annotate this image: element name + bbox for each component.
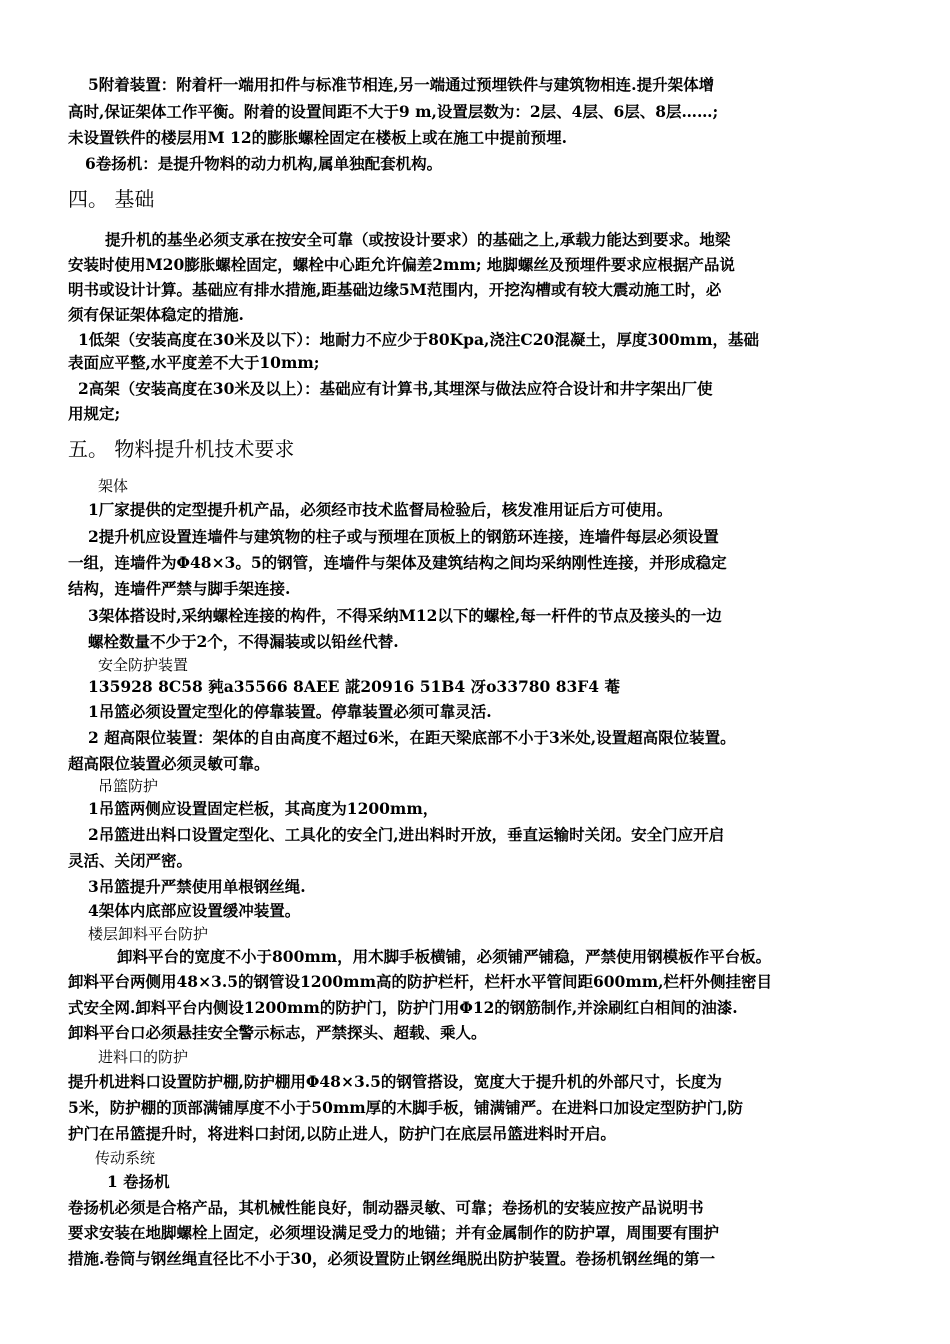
subheading-unloading-platform: 楼层卸料平台防护: [88, 925, 209, 943]
subheading-cage-protection: 吊篮防护: [98, 777, 159, 795]
text-line: 6卷扬机：是提升物料的动力机构,属单独配套机构。: [85, 154, 443, 173]
text-line: 措施.卷筒与钢丝绳直径比不小于30，必须设置防止钢丝绳脱出防护装置。卷扬机钢丝绳的第一: [68, 1249, 715, 1268]
text-line: 2吊篮进出料口设置定型化、工具化的安全门,进出料时开放，垂直运输时关闭。安全门应开启: [88, 825, 725, 844]
text-line: 1 卷扬机: [107, 1172, 170, 1191]
section-heading-requirements: 五。 物料提升机技术要求: [68, 437, 295, 461]
subheading-frame: 架体: [98, 477, 129, 495]
subheading-transmission: 传动系统: [95, 1149, 156, 1167]
text-line: 135928 8C58 豘a35566 8AEE 誮20916 51B4 冴o33780 83F4 菴: [88, 677, 620, 696]
text-line: 1低架（安装高度在30米及以下）：地耐力不应少于80Kpa,浇注C20混凝土，厚度300mm，基础: [78, 330, 759, 349]
text-line: 式安全网.卸料平台内侧设1200mm的防护门，防护门用Φ12的钢筋制作,并涂刷红白相间的油漆.: [68, 998, 738, 1017]
text-line: 卸料平台两侧用48×3.5的钢管设1200mm高的防护栏杆，栏杆水平管间距600mm,栏杆外侧挂密目: [68, 972, 773, 991]
text-line: 2提升机应设置连墙件与建筑物的柱子或与预埋在顶板上的钢筋环连接，连墙件每层必须设置: [88, 527, 719, 546]
text-line: 2高架（安装高度在30米及以上）：基础应有计算书,其埋深与做法应符合设计和井字架出厂使: [78, 379, 713, 398]
text-line: 螺栓数量不少于2个，不得漏装或以铅丝代替.: [88, 632, 399, 651]
text-line: 1吊篮必须设置定型化的停靠装置。停靠装置必须可靠灵活.: [88, 702, 492, 721]
text-line: 高时,保证架体工作平衡。附着的设置间距不大于9 m,设置层数为：2层、4层、6层、8层……;: [68, 102, 719, 121]
text-line: 安装时使用M20膨胀螺栓固定，螺栓中心距允许偏差2mm; 地脚螺丝及预埋件要求应根据产品说: [68, 255, 735, 274]
subheading-safety-devices: 安全防护装置: [98, 656, 189, 674]
text-line: 灵活、关闭严密。: [68, 851, 193, 870]
text-line: 4架体内底部应设置缓冲装置。: [88, 901, 301, 920]
text-line: 5附着装置：附着杆一端用扣件与标准节相连,另一端通过预埋铁件与建筑物相连.提升架体增: [88, 75, 715, 94]
text-line: 2 超高限位装置：架体的自由高度不超过6米，在距天梁底部不小于3米处,设置超高限位装置。: [88, 728, 736, 747]
subheading-loading-entrance: 进料口的防护: [98, 1048, 189, 1066]
text-line: 5米，防护棚的顶部满铺厚度不小于50mm厚的木脚手板，铺满铺严。在进料口加设定型防护门,防: [68, 1098, 744, 1117]
text-line: 超高限位装置必须灵敏可靠。: [68, 754, 270, 773]
section-heading-foundation: 四。 基础: [68, 187, 155, 211]
text-line: 3吊篮提升严禁使用单根钢丝绳.: [88, 877, 306, 896]
text-line: 一组，连墙件为Φ48×3。5的钢管，连墙件与架体及建筑结构之间均采纳刚性连接，并形成稳定: [68, 553, 727, 572]
text-line: 表面应平整,水平度差不大于10mm;: [68, 353, 320, 372]
text-line: 1吊篮两侧应设置固定栏板，其高度为1200mm，: [88, 799, 439, 818]
text-line: 卷扬机必须是合格产品，其机械性能良好，制动器灵敏、可靠；卷扬机的安装应按产品说明书: [68, 1198, 704, 1217]
text-line: 未设置铁件的楼层用M 12的膨胀螺栓固定在楼板上或在施工中提前预埋.: [68, 128, 568, 147]
text-line: 提升机进料口设置防护棚,防护棚用Φ48×3.5的钢管搭设，宽度大于提升机的外部尺寸，长度为: [68, 1072, 722, 1091]
text-line: 用规定;: [68, 404, 121, 423]
text-line: 须有保证架体稳定的措施.: [68, 305, 244, 324]
text-line: 护门在吊篮提升时，将进料口封闭,以防止进人，防护门在底层吊篮进料时开启。: [68, 1124, 616, 1143]
text-line: 卸料平台口必须悬挂安全警示标志，严禁探头、超载、乘人。: [68, 1023, 487, 1042]
text-line: 要求安装在地脚螺栓上固定，必须埋设满足受力的地锚；并有金属制作的防护罩，周围要有围护: [68, 1223, 720, 1242]
text-line: 3架体搭设时,采纳螺栓连接的构件，不得采纳M12以下的螺栓,每一杆件的节点及接头的一边: [88, 606, 722, 625]
text-line: 卸料平台的宽度不小于800mm，用木脚手板横铺，必须铺严铺稳，严禁使用钢模板作平台板。: [117, 947, 772, 966]
text-line: 1厂家提供的定型提升机产品，必须经市技术监督局检验后，核发准用证后方可使用。: [88, 500, 673, 519]
text-line: 明书或设计计算。基础应有排水措施,距基础边缘5M范围内，开挖沟槽或有较大震动施工时，必: [68, 280, 722, 299]
text-line: 提升机的基坐必须支承在按安全可靠（或按设计要求）的基础之上,承载力能达到要求。地梁: [105, 230, 731, 249]
text-line: 结构，连墙件严禁与脚手架连接.: [68, 579, 291, 598]
